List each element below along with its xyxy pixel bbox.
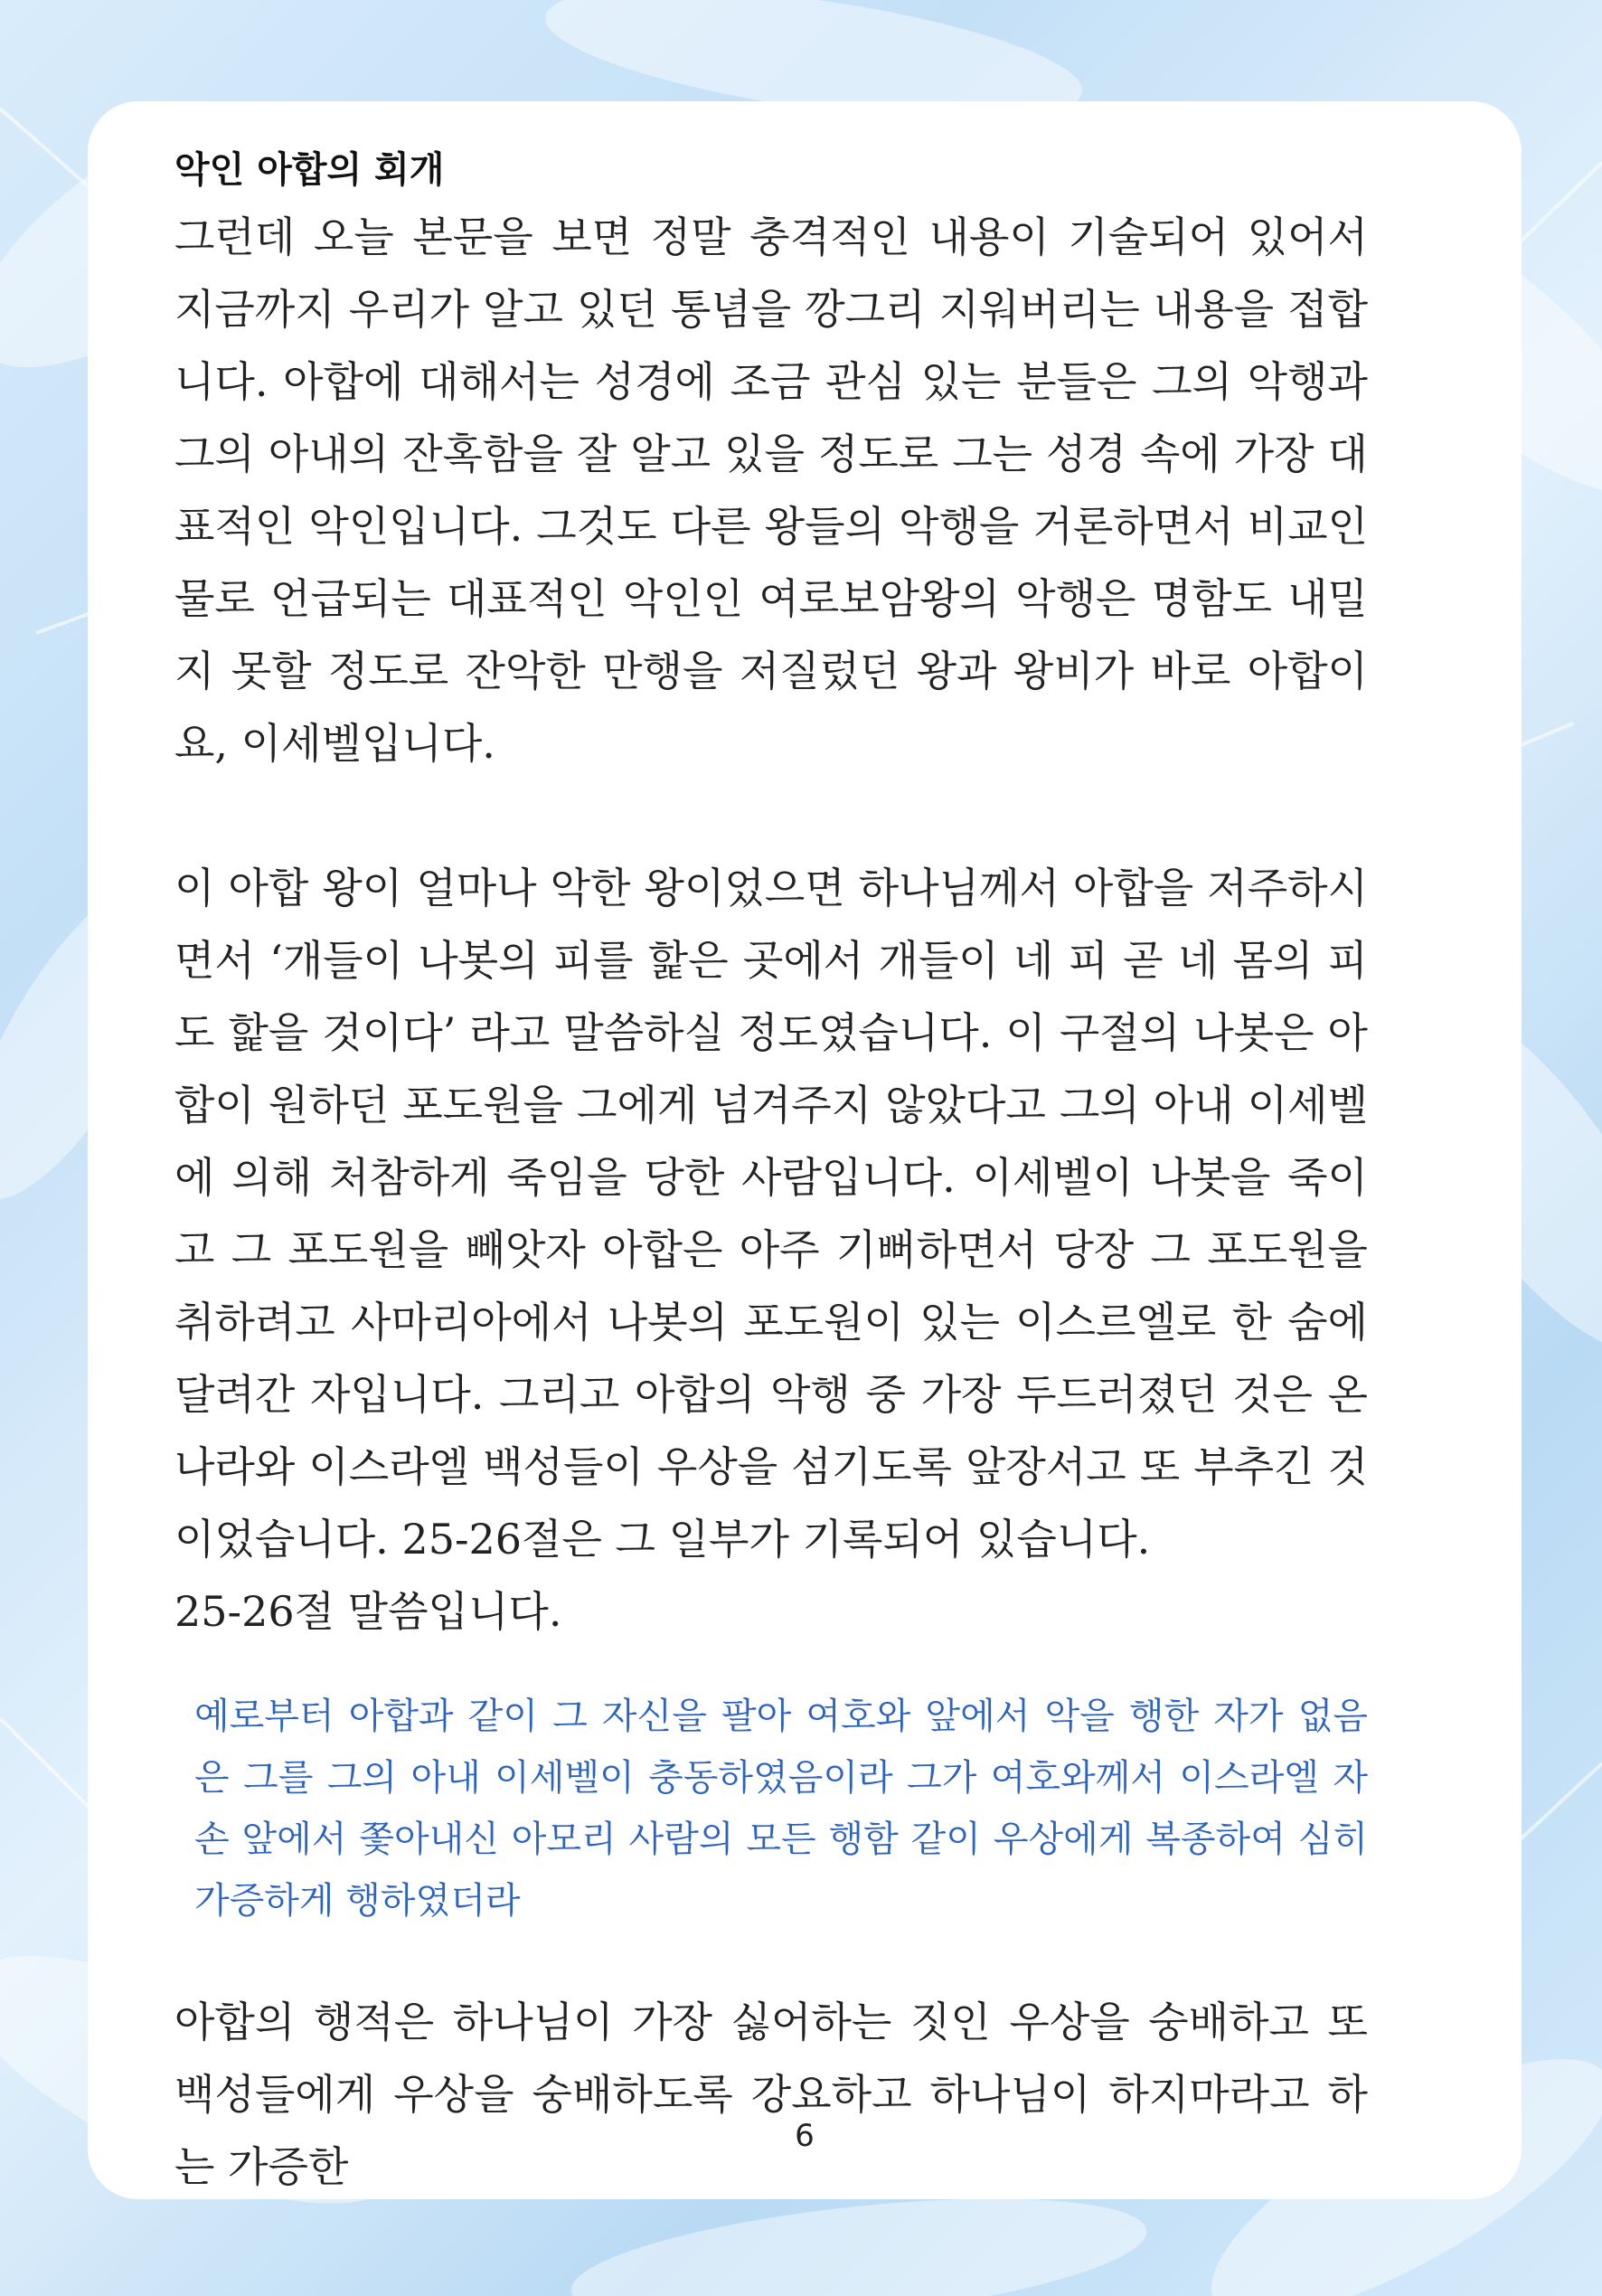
document-page	[88, 101, 1522, 2199]
paragraph-4: 아합의 행적은 하나님이 가장 싫어하는 짓인 우상을 숭배하고 또 백성들에게 우상을 숭배하도록 강요하고 하나님이 하지마라고 하는 가증한	[174, 1998, 1368, 2191]
scripture-quote: 예로부터 아합과 같이 그 자신을 팔아 여호와 앞에서 악을 행한 자가 없음은 그를 그의 아내 이세벨이 충동하였음이라 그가 여호와께서 이스라엘 자손 앞에서 쫓아내신 아모리 사람의 모든 행함 같이 우상에게 복종하여 심히 가증하게 행하였더라	[194, 1696, 1368, 1922]
paragraph-gap	[174, 780, 1368, 852]
quote-gap-top	[174, 1648, 1368, 1686]
section-title: 악인 아합의 회개	[174, 149, 445, 191]
paragraph-3: 25-26절 말씀입니다.	[174, 1587, 562, 1636]
paragraph-1: 그런데 오늘 본문을 보면 정말 충격적인 내용이 기술되어 있어서 지금까지 우리가 알고 있던 통념을 깡그리 지워버리는 내용을 접합니다. 아합에 대해서는 성경에 조금 관심 있는 분들은 그의 악행과 그의 아내의 잔혹함을 잘 알고 있을 정도로 그는 성경 속에 가장 대표적인 악인입니다. 그것도 다른 왕들의 악행을 거론하면서 비교인물로 언급되는 대표적인 악인인 여로보암왕의 악행은 명함도 내밀지 못할 정도로 잔악한 만행을 저질렀던 왕과 왕비가 바로 아합이요, 이세벨입니다.	[174, 213, 1368, 768]
quote-gap-bottom	[174, 1932, 1368, 1986]
paragraph-2: 이 아합 왕이 얼마나 악한 왕이었으면 하나님께서 아합을 저주하시면서 ‘개들이 나봇의 피를 핥은 곳에서 개들이 네 피 곧 네 몸의 피도 핥을 것이다’ 라고 말씀하실 정도였습니다. 이 구절의 나봇은 아합이 원하던 포도원을 그에게 넘겨주지 않았다고 그의 아내 이세벨에 의해 처참하게 죽임을 당한 사람입니다. 이세벨이 나봇을 죽이고 그 포도원을 빼앗자 아합은 아주 기뻐하면서 당장 그 포도원을 취하려고 사마리아에서 나봇의 포도원이 있는 이스르엘로 한 숨에 달려간 자입니다. 그리고 아합의 악행 중 가장 두드러졌던 것은 온 나라와 이스라엘 백성들이 우상을 섬기도록 앞장서고 또 부추긴 것이었습니다. 25-26절은 그 일부가 기록되어 있습니다.	[174, 864, 1368, 1564]
page-number: 6	[795, 2118, 815, 2154]
